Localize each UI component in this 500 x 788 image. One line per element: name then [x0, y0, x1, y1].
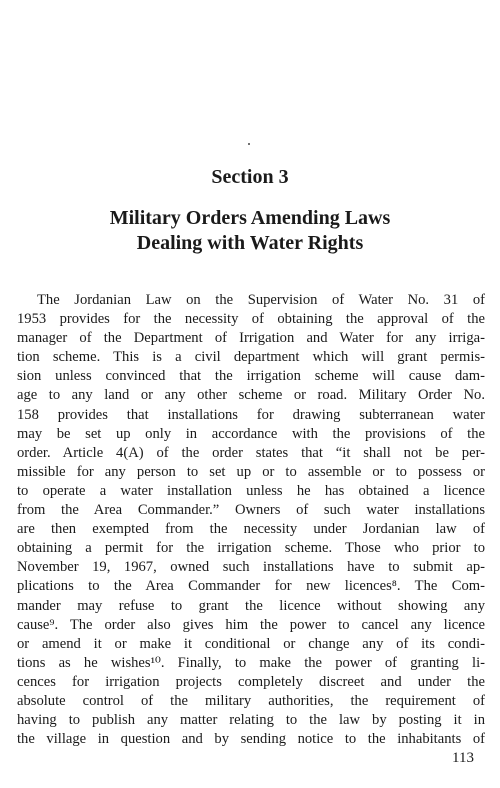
body-line: to operate a water installation unless he has obtained a licence: [17, 482, 485, 499]
body-line: missible for any person to set up or to assemble or to possess or: [17, 463, 485, 480]
body-line: from the Area Commander.” Owners of such water installations: [17, 502, 485, 519]
body-line: the village in question and by sending notice to the inhabitants of: [17, 731, 485, 748]
body-line: obtaining a permit for the irrigation scheme. Those who prior to: [17, 540, 485, 557]
body-line: 158 provides that installations for drawing subterranean water: [17, 406, 485, 423]
chapter-title-line-2: Dealing with Water Rights: [136, 232, 364, 254]
body-line: cause⁹. The order also gives him the power to cancel any licence: [17, 616, 485, 633]
chapter-title-line-1: Military Orders Amending Laws: [109, 207, 391, 229]
chapter-title: [0, 206, 500, 256]
page-number: 113: [452, 750, 474, 766]
body-line: or amend it or make it conditional or change any of its condi-: [17, 635, 485, 652]
body-line: mander may refuse to grant the licence without showing any: [17, 597, 485, 614]
body-line: tion scheme. This is a civil department which will grant permis-: [17, 349, 485, 366]
body-line: manager of the Department of Irrigation and Water for any irriga-: [17, 330, 485, 347]
body-line: 1953 provides for the necessity of obtaining the approval of the: [17, 311, 485, 328]
body-line: plications to the Area Commander for new licences⁸. The Com-: [17, 578, 485, 595]
ink-speck: [248, 143, 250, 145]
body-line: November 19, 1967, owned such installations have to submit ap-: [17, 559, 485, 576]
body-line: cences for irrigation projects completely discreet and under the: [17, 673, 485, 690]
section-heading: Section 3: [211, 166, 289, 188]
body-line: may be set up only in accordance with the provisions of the: [17, 425, 485, 442]
body-line: are then exempted from the necessity under Jordanian law of: [17, 521, 485, 538]
body-line: tions as he wishes¹⁰. Finally, to make the power of granting li-: [17, 654, 485, 671]
body-paragraph: [17, 291, 485, 749]
body-line: absolute control of the military authorities, the requirement of: [17, 692, 485, 709]
body-line: having to publish any matter relating to the law by posting it in: [17, 712, 485, 729]
body-line: order. Article 4(A) of the order states that “it shall not be per-: [17, 444, 485, 461]
body-line: The Jordanian Law on the Supervision of Water No. 31 of: [37, 292, 485, 308]
body-line: age to any land or any other scheme or road. Military Order No.: [17, 387, 485, 404]
body-line: sion unless convinced that the irrigation scheme will cause dam-: [17, 368, 485, 385]
